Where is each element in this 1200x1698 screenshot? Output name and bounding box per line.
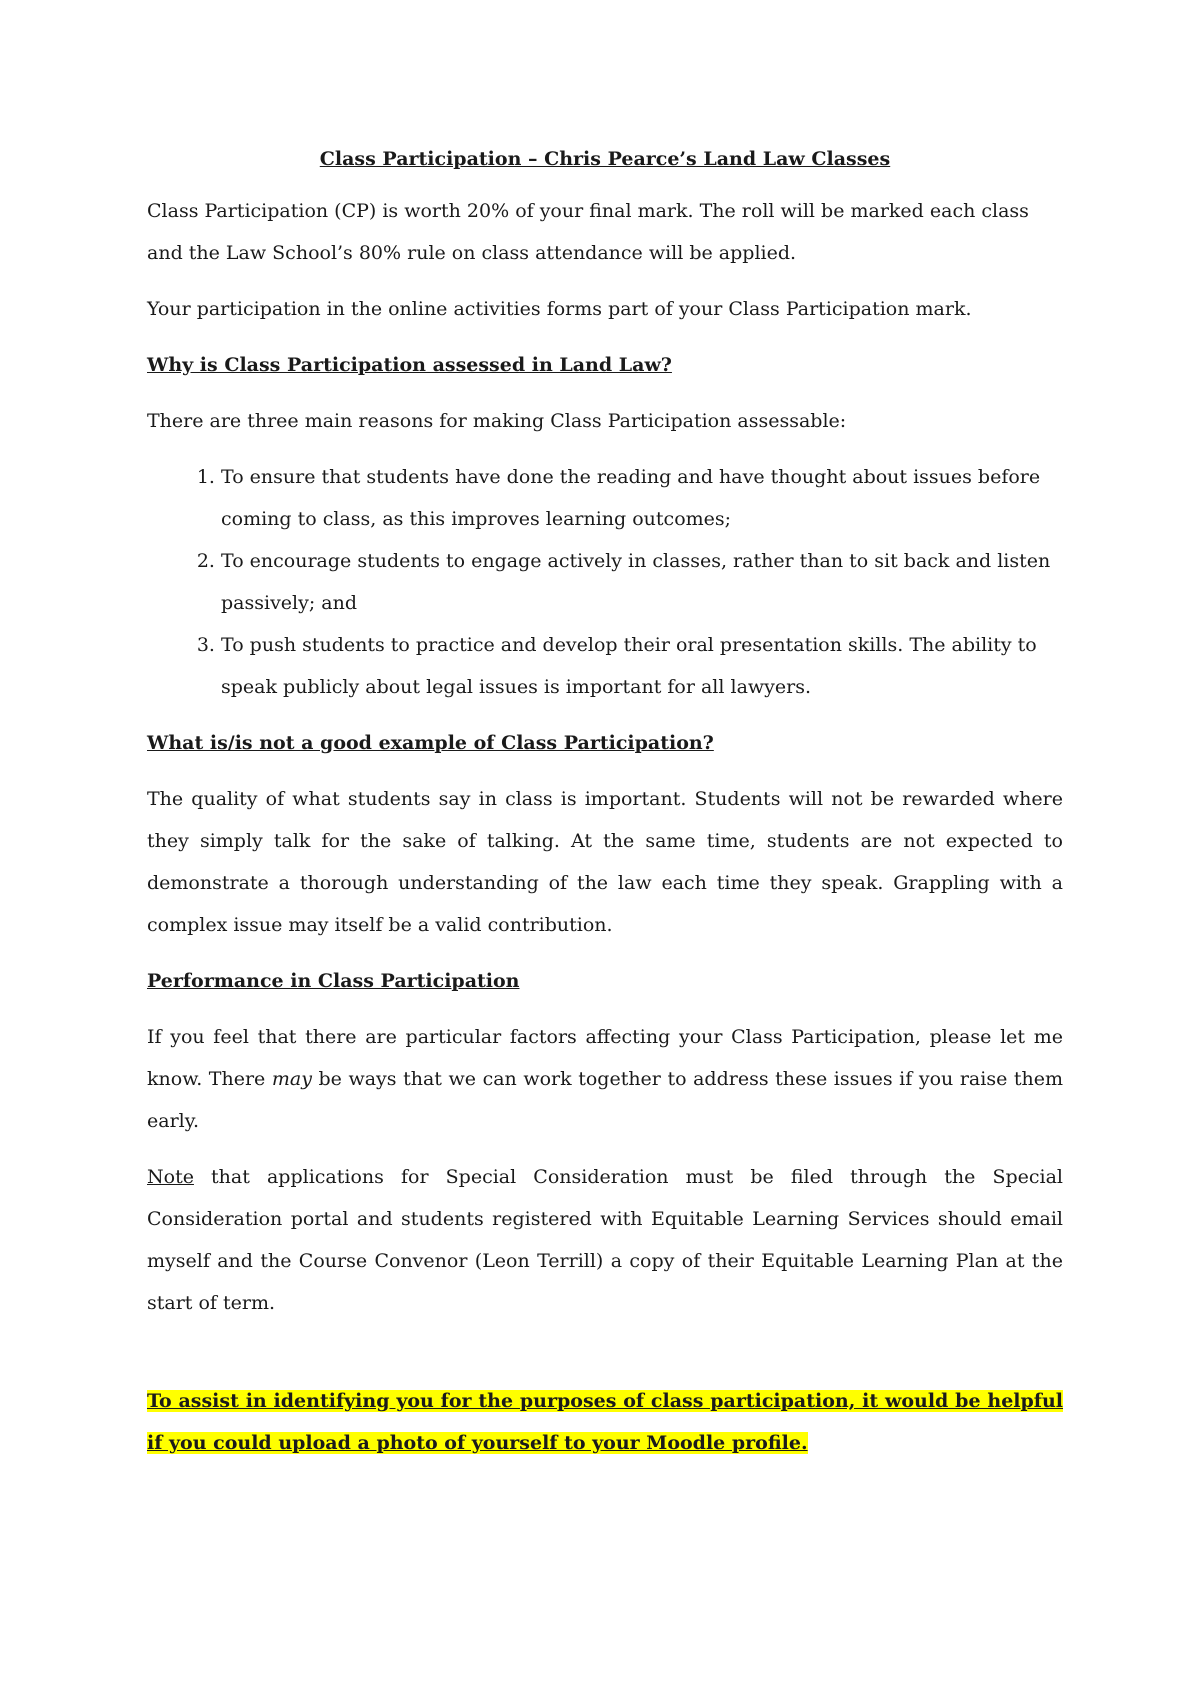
example-paragraph: The quality of what students say in class is important. Students will not be rewarded where they simply talk for the sake of talking. At the same time, students are not expected to demonstrate a thorough understanding of the law each time they speak. Grappling with a complex issue may itself be a valid contribution. [147,788,1063,936]
reason-item-3: 3. To push students to practice and develop their oral presentation skills. The ability to speak publicly about legal issues is important for all lawyers. [221,624,1063,708]
reason-item-2: 2. To encourage students to engage actively in classes, rather than to sit back and listen passively; and [221,540,1063,624]
photo-request-text: To assist in identifying you for the purposes of class participation, it would be helpful if you could upload a photo of yourself to your Moodle profile. [147,1390,1063,1454]
note-body: that applications for Special Consideration must be filed through the Special Consideration portal and students registered with Equitable Learning Services should email myself and the Course Convenor (Leon Terrill) a copy of their Equitable Learning Plan at the start of term. [147,1166,1063,1314]
intro-paragraph-1: Class Participation (CP) is worth 20% of your final mark. The roll will be marked each class and the Law School’s 80% rule on class attendance will be applied. [147,200,1029,264]
performance-text-after: be ways that we can work together to address these issues if you raise them early. [147,1068,1064,1132]
reason-item-1: 1. To ensure that students have done the reading and have thought about issues before coming to class, as this improves learning outcomes; [221,456,1063,540]
performance-text-before: If you feel that there are particular factors affecting your Class Participation, please let me know. There [147,1026,1063,1090]
document-page [147,138,1063,1478]
heading-why-assessed: Why is Class Participation assessed in Land Law? [147,354,672,376]
intro-paragraph-2: Your participation in the online activities forms part of your Class Participation mark. [147,298,972,320]
photo-request-notice [147,1380,1063,1464]
performance-paragraph [147,1016,1063,1142]
note-paragraph [147,1156,1063,1324]
performance-emphasis: may [271,1068,312,1090]
reasons-lead: There are three main reasons for making Class Participation assessable: [147,410,847,432]
heading-performance: Performance in Class Participation [147,970,520,992]
heading-good-example: What is/is not a good example of Class Participation? [147,732,714,754]
reasons-list [147,456,1063,708]
document-title: Class Participation – Chris Pearce’s Land Law Classes [319,148,891,170]
note-label: Note [147,1166,194,1188]
